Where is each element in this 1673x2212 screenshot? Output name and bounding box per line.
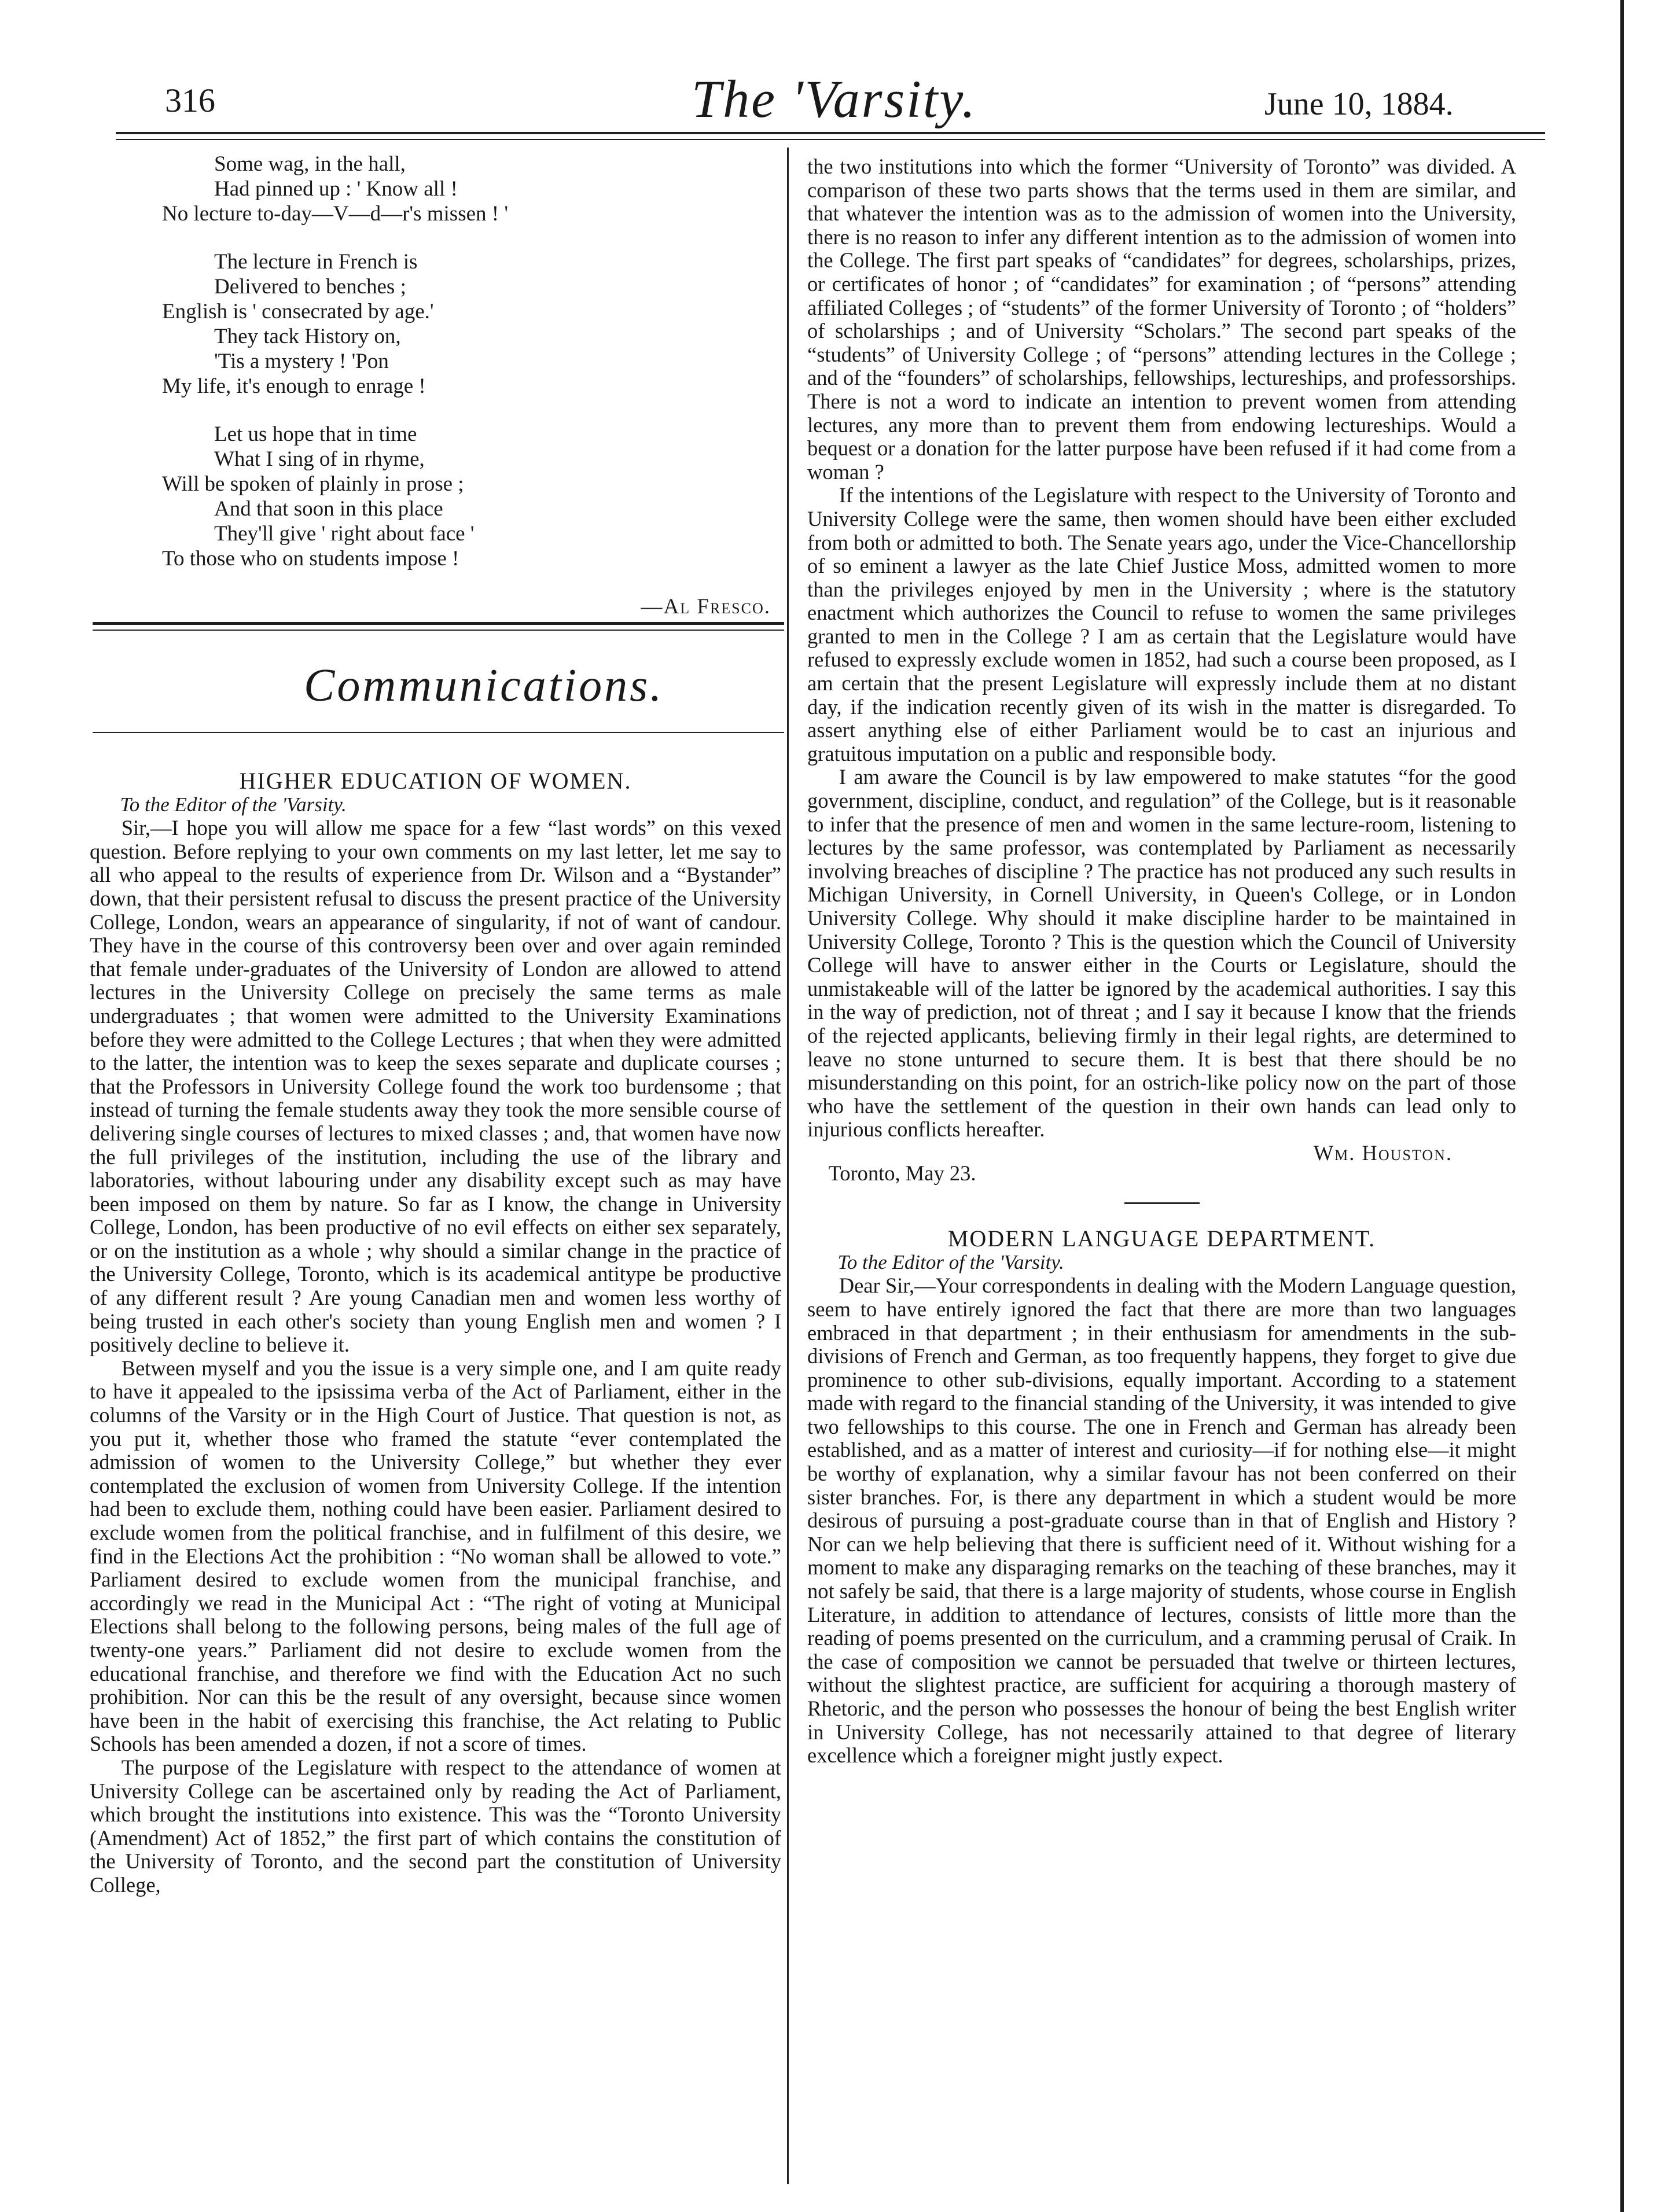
dateline: Toronto, May 23. <box>828 1161 976 1185</box>
poem-line: Let us hope that in time <box>214 422 417 446</box>
paragraph: Between myself and you the issue is a very simple one, and I am quite ready to have it appealed to the ipsissima verba of the Act of Parliament, either in the columns of the Varsity or in the High Court of Justice. That question is not, as you put it, whether those who framed the statute “ever contemplated the admission of women to the University College,” but whether they ever contemplated the exclusion of women from University College. If the intention had been to exclude them, nothing could have been easier. Parliament desired to exclude women from the political franchise, and in fulfilment of this desire, we find in the Elections Act the prohibition : “No woman shall be allowed to vote.” Parliament desired to exclude women from the municipal franchise, and accordingly we read in the Municipal Act : “The right of voting at Municipal Elections shall belong to the following persons, being males of the full age of twenty-one years.” Parliament did not desire to exclude women from the educational franchise, and therefore we find with the Education Act no such prohibition. Nor can this be the result of any oversight, because since women have been in the habit of exercising this franchise, the Act relating to Public Schools has been amended a dozen, if not a score of times. <box>90 1356 781 1756</box>
column-divider <box>787 148 789 2184</box>
poem-line: They tack History on, <box>214 325 401 348</box>
poem-line: Had pinned up : ' Know all ! <box>214 177 458 201</box>
page-number: 316 <box>165 82 215 119</box>
salutation: To the Editor of the 'Varsity. <box>120 793 347 816</box>
poem-stanza <box>162 249 775 399</box>
separator-dash <box>1124 1202 1200 1204</box>
paragraph: the two institutions into which the former “University of Toronto” was divided. A comparison of these two parts shows that the terms used in them are similar, and that whatever the intention was as to the admission of women into the University, there is no reason to infer any different intention as to the admission of women into the College. The first part speaks of “candidates” for degrees, scholarships, prizes, or certificates of honor ; of “candidates” for examination ; of “persons” attending affiliated Colleges ; of “students” of the former University of Toronto ; of “holders” of scholarships ; and of University “Scholars.” The second part speaks of the “students” of University College ; of “persons” attending lectures in the College ; and of the “founders” of scholarships, fellowships, lectureships, and professorships. There is not a word to indicate an intention to prevent women from attending lectures, any more than to prevent them from endowing lectureships. Would a bequest or a donation for the latter purpose have been refused if it had come from a woman ? <box>807 154 1516 484</box>
poem-line: My life, it's enough to enrage ! <box>162 374 426 398</box>
issue-date: June 10, 1884. <box>1264 86 1454 122</box>
poem-line: No lecture to-day—V—d—r's missen ! ' <box>162 202 509 226</box>
left-column <box>90 770 781 1897</box>
poem-stanza <box>162 422 775 571</box>
masthead-title: The 'Varsity. <box>692 69 977 128</box>
article-title: HIGHER EDUCATION OF WOMEN. <box>239 768 632 794</box>
poem <box>162 152 775 619</box>
paragraph: The purpose of the Legislature with respect to the attendance of women at University College can be ascertained only by reading the Act of Parliament, which brought the institutions into existence. This was the “Toronto University (Amendment) Act of 1852,” the first part of which contains the constitution of the University of Toronto, and the second part the constitution of University College, <box>90 1755 781 1897</box>
header-rule-bottom <box>116 139 1545 140</box>
section-rule-bottom <box>93 630 784 631</box>
paragraph: I am aware the Council is by law empowered to make statutes “for the good government, discipline, conduct, and regulation” of the College, but is it reasonable to infer that the presence of men and women in the same lecture-room, listening to lectures by the same professor, was contemplated by Parliament as necessarily involving breaches of discipline ? The practice has not produced any such results in Michigan University, in Cornell University, in Queen's College, or in London University College. Why should it make discipline harder to be maintained in University College, Toronto ? This is the question which the Council of University College will have to answer either in the Courts or Legislature, should the unmistakeable will of the latter be ignored by the academical authorities. I say this in the way of prediction, not of threat ; and I say it because I know that the friends of the rejected applicants, believing firmly in their legal rights, are determined to leave no stone unturned to secure them. It is best that there should be no misunderstanding on this point, for an ostrich-like policy now on the part of those who have the settlement of the question in their own hands can lead only to injurious conflicts hereafter. <box>807 765 1516 1142</box>
right-column <box>807 155 1516 1768</box>
poem-line: To those who on students impose ! <box>162 547 459 571</box>
section-rule-top <box>93 622 784 625</box>
poem-line: 'Tis a mystery ! 'Pon <box>214 349 389 373</box>
paragraph: If the intentions of the Legislature with respect to the University of Toronto and University College were the same, then women should have been either excluded from both or admitted to both. The Senate years ago, under the Vice-Chancellorship of so eminent a lawyer as the late Chief Justice Moss, admitted women to more than the privileges enjoyed by men in the University ; where is the statutory enactment which authorizes the Council to refuse to women the same privileges granted to men in the College ? I am as certain that the Legislature would have refused to expressly exclude women in 1852, had such a course been proposed, as I am certain that the present Legislature will expressly include them at no distant day, if the indication recently given of its wish in the matter is disregarded. To assert anything else of either Parliament would be to cast an injurious and gratuitous imputation on a public and responsible body. <box>807 483 1516 765</box>
section-heading: Communications. <box>304 660 664 711</box>
poem-line: And that soon in this place <box>214 497 443 521</box>
poem-line: Will be spoken of plainly in prose ; <box>162 472 464 496</box>
poem-signature: —Al Fresco. <box>641 595 771 619</box>
poem-line: Some wag, in the hall, <box>214 152 406 176</box>
salutation: To the Editor of the 'Varsity. <box>837 1250 1064 1274</box>
header-rule-top <box>116 132 1545 134</box>
poem-line: What I sing of in rhyme, <box>214 447 425 471</box>
poem-line: The lecture in French is <box>214 250 418 274</box>
poem-line: English is ' consecrated by age.' <box>162 300 434 323</box>
poem-line: Delivered to benches ; <box>214 275 406 299</box>
section-heading-rule <box>93 732 784 733</box>
poem-stanza <box>162 152 775 226</box>
paragraph: Dear Sir,—Your correspondents in dealing with the Modern Language question, seem to have entirely ignored the fact that there are more than two languages embraced in that department ; in their enthusiasm for amendments in the sub-divisions of French and German, as too frequently happens, they forget to give due prominence to other sub-divisions, equally important. According to a statement made with regard to the financial standing of the University, it was intended to give two fellowships to this course. The one in French and German has already been established, and as a matter of interest and curiosity—if for nothing else—it might be worthy of explanation, why a similar favour has not been conferred on their sister branches. For, is there any department in which a student would be more desirous of pursuing a post-graduate course than in that of English and History ? Nor can we help believing that there is sufficient need of it. Without wishing for a moment to make any disparaging remarks on the teaching of these branches, may it not safely be said, that there is a large majority of students, whose course in English Literature, in addition to attendance of lectures, consists of little more than the reading of poems presented on the curriculum, and a cramming perusal of Craik. In the case of composition we cannot be persuaded that twelve or thirteen lectures, without the slightest practice, are sufficient for acquiring a thorough mastery of Rhetoric, and the person who possesses the honour of being the best English writer in University College, has not necessarily attained to that degree of literary excellence which a foreigner might justly expect. <box>807 1274 1516 1768</box>
page-edge-line <box>1620 0 1624 2212</box>
poem-line: They'll give ' right about face ' <box>214 522 475 546</box>
article-title: MODERN LANGUAGE DEPARTMENT. <box>947 1225 1376 1252</box>
paragraph: Sir,—I hope you will allow me space for a few “last words” on this vexed question. Before replying to your own comments on my last letter, let me say to all who appeal to the results of experience from Dr. Wilson and a “Bystander” down, that their persistent refusal to discuss the present practice of the University College, London, wears an appearance of singularity, if not of want of candour. They have in the course of this controversy been over and over again reminded that female under-graduates of the University of London are allowed to attend lectures in the University College on precisely the same terms as male undergraduates ; that women were admitted to the University Examinations before they were admitted to the College Lectures ; that when they were admitted to the latter, the intention was to keep the sexes separate and duplicate courses ; that the Professors in University College found the work too burdensome ; that instead of turning the female students away they took the more sensible course of delivering single courses of lectures to mixed classes ; and, that women have now the full privileges of the institution, including the use of the library and laboratories, without labouring under any disability except such as may have been imposed on them by nature. So far as I know, the change in University College, London, has been productive of no evil effects on either sex separately, or on the institution as a whole ; why should a similar change in the practice of the University College, Toronto, which is its academical antitype be productive of any different result ? Are young Canadian men and women less worthy of being trusted in each other's society than young English men and women ? I positively decline to believe it. <box>90 816 781 1357</box>
letter-signature: Wm. Houston. <box>1313 1140 1453 1165</box>
